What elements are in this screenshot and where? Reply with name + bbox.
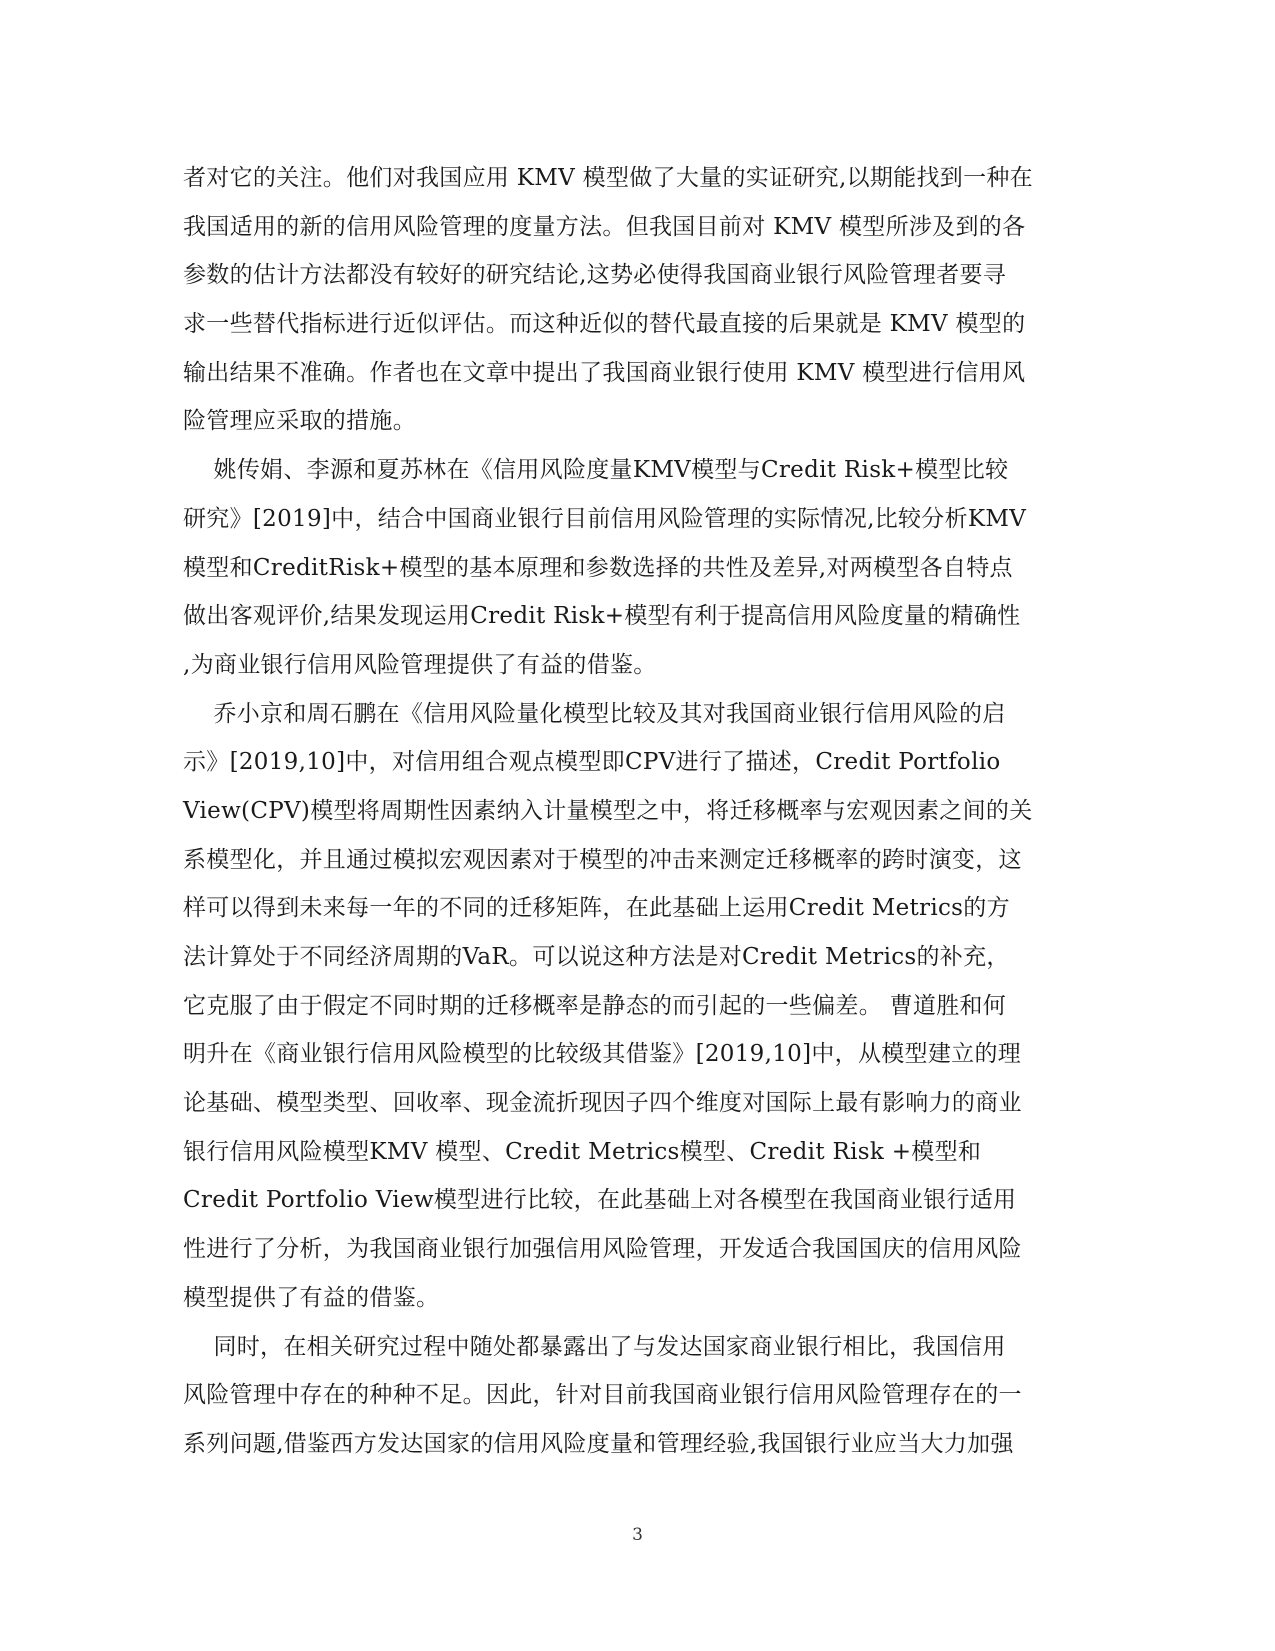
text-line: 系列问题,借鉴西方发达国家的信用风险度量和管理经验,我国银行业应当大力加强: [183, 1430, 1014, 1457]
text-line: 输出结果不准确。作者也在文章中提出了我国商业银行使用 KMV 模型进行信用风: [183, 359, 1026, 386]
text-line: 样可以得到未来每一年的不同的迁移矩阵，在此基础上运用Credit Metrics的方: [183, 895, 1010, 922]
document-body: [183, 154, 1103, 1469]
text-line: 者对它的关注。他们对我国应用 KMV 模型做了大量的实证研究,以期能找到一种在: [183, 165, 1033, 191]
text-line: 模型提供了有益的借鉴。: [183, 1284, 440, 1311]
text-line: 明升在《商业银行信用风险模型的比较级其借鉴》[2019,10]中，从模型建立的理: [183, 1041, 1022, 1068]
text-line: 它克服了由于假定不同时期的迁移概率是静态的而引起的一些偏差。 曹道胜和何: [183, 992, 1007, 1019]
text-line: 同时，在相关研究过程中随处都暴露出了与发达国家商业银行相比，我国信用: [183, 1333, 1006, 1360]
text-line: ,为商业银行信用风险管理提供了有益的借鉴。: [183, 651, 657, 678]
text-line: 乔小京和周石鹏在《信用风险量化模型比较及其对我国商业银行信用风险的启: [183, 700, 1006, 727]
text-line: 险管理应采取的措施。: [183, 408, 416, 435]
text-line: Credit Portfolio View模型进行比较，在此基础上对各模型在我国商业银行适用: [183, 1187, 1017, 1214]
text-line: 示》[2019,10]中，对信用组合观点模型即CPV进行了描述，Credit Portfolio: [183, 749, 1001, 776]
text-line: 求一些替代指标进行近似评估。而这种近似的替代最直接的后果就是 KMV 模型的: [183, 311, 1026, 338]
text-line: 我国适用的新的信用风险管理的度量方法。但我国目前对 KMV 模型所涉及到的各: [183, 213, 1026, 240]
text-line: 风险管理中存在的种种不足。因此，针对目前我国商业银行信用风险管理存在的一: [183, 1382, 1022, 1409]
text-line: 姚传娟、李源和夏苏林在《信用风险度量KMV模型与Credit Risk+模型比较: [183, 457, 1009, 484]
text-line: 模型和CreditRisk+模型的基本原理和参数选择的共性及差异,对两模型各自特点: [183, 554, 1013, 581]
text-line: 研究》[2019]中，结合中国商业银行目前信用风险管理的实际情况,比较分析KMV: [183, 505, 1027, 532]
text-line: 做出客观评价,结果发现运用Credit Risk+模型有利于提高信用风险度量的精确性: [183, 603, 1021, 630]
text-line: View(CPV)模型将周期性因素纳入计量模型之中，将迁移概率与宏观因素之间的关: [183, 797, 1033, 824]
text-line: 法计算处于不同经济周期的VaR。可以说这种方法是对Credit Metrics的补充，: [183, 944, 1010, 970]
text-line: 参数的估计方法都没有较好的研究结论,这势必使得我国商业银行风险管理者要寻: [183, 262, 1007, 289]
text-line: 性进行了分析，为我国商业银行加强信用风险管理，开发适合我国国庆的信用风险: [183, 1236, 1022, 1263]
page-number: 3: [632, 1525, 643, 1545]
text-line: 银行信用风险模型KMV 模型、Credit Metrics模型、Credit Risk +模型和: [183, 1138, 982, 1165]
text-line: 系模型化，并且通过模拟宏观因素对于模型的冲击来测定迁移概率的跨时演变，这: [183, 846, 1022, 873]
text-line: 论基础、模型类型、回收率、现金流折现因子四个维度对国际上最有影响力的商业: [183, 1090, 1022, 1117]
